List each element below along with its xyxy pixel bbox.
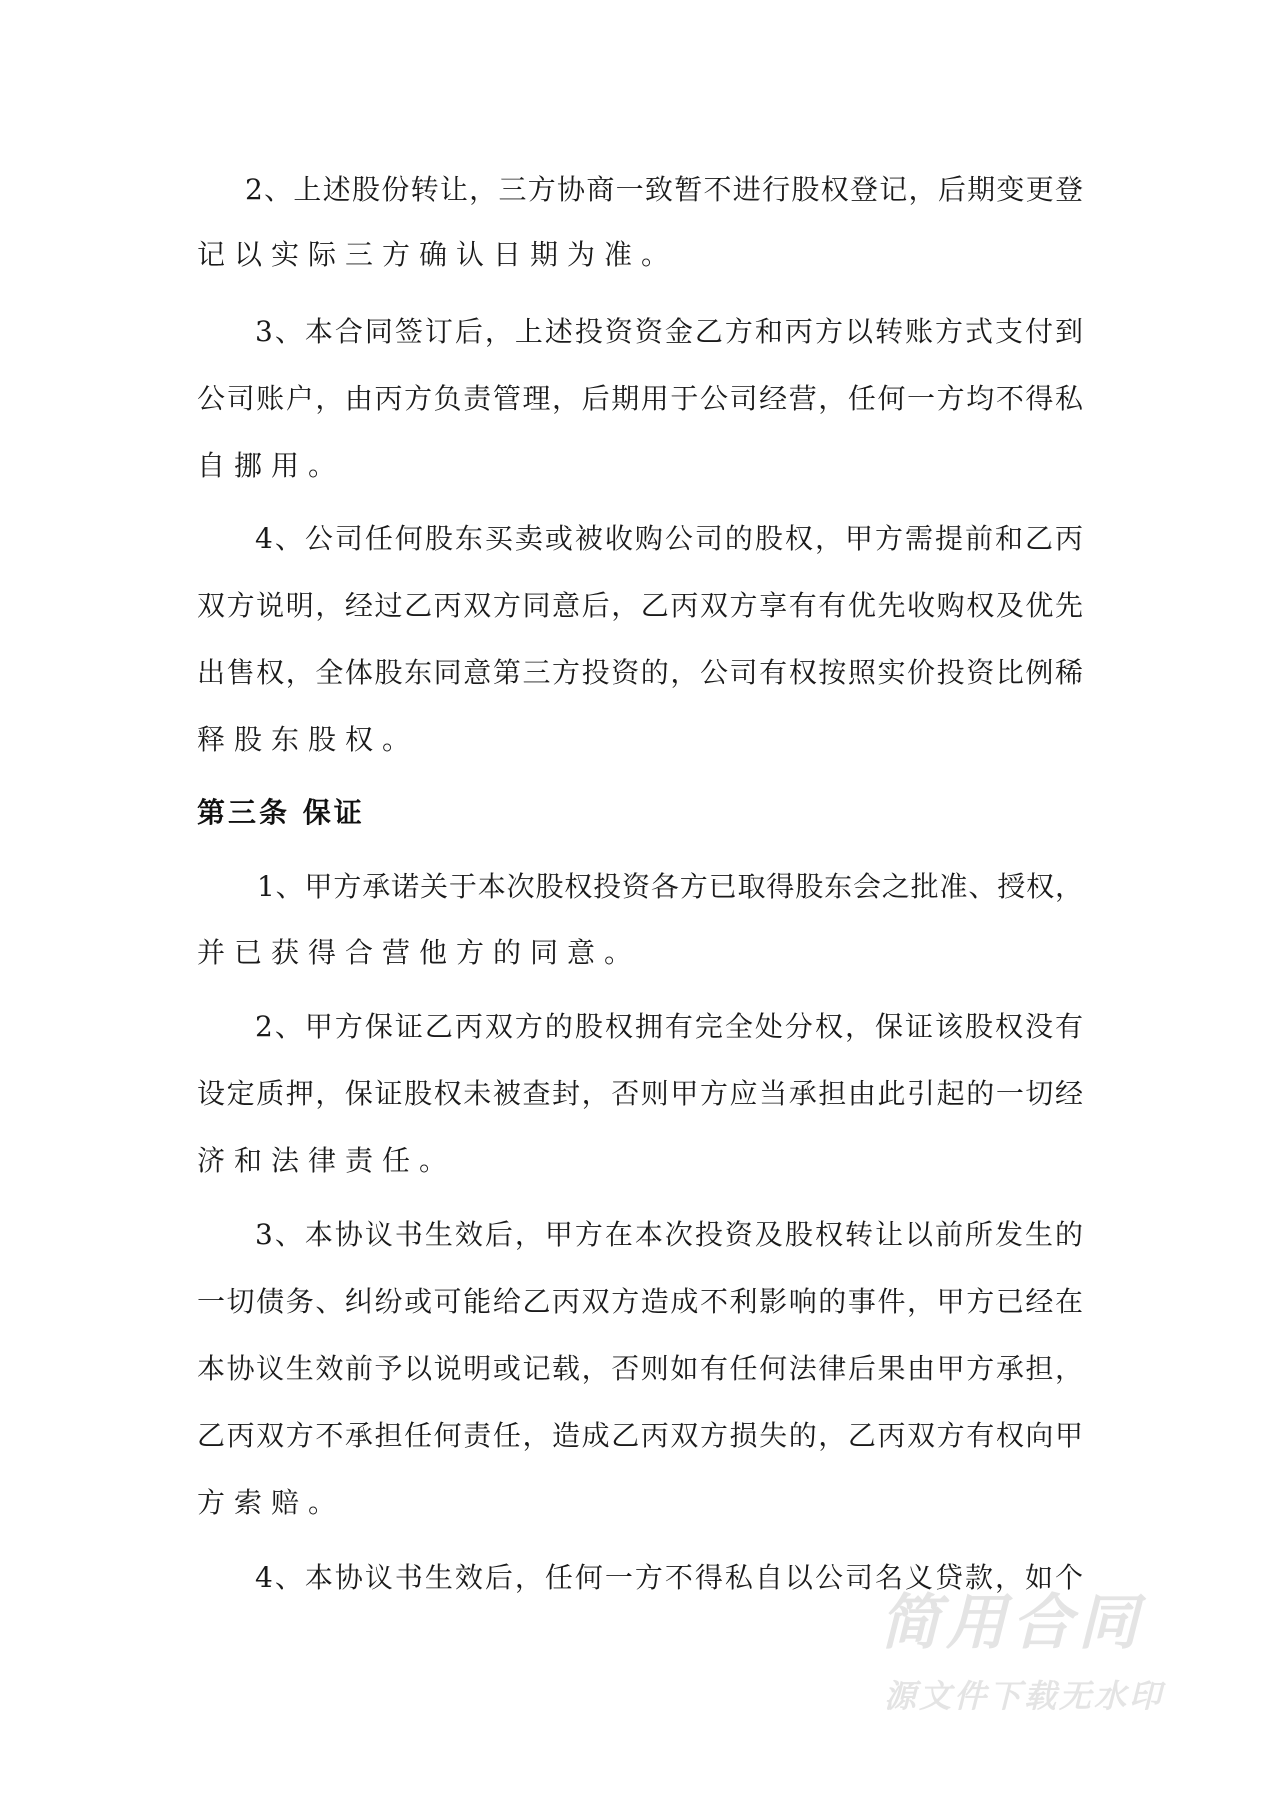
paragraph-line: 释股东股权。 <box>197 723 420 756</box>
paragraph-line: 1、甲方承诺关于本次股权投资各方已取得股东会之批准、授权， <box>257 870 1083 903</box>
paragraph-line: 2、上述股份转让，三方协商一致暂不进行股权登记，后期变更登 <box>245 173 1083 206</box>
paragraph-line: 双方说明，经过乙丙双方同意后，乙丙双方享有有优先收购权及优先 <box>197 589 1083 622</box>
paragraph-line: 济和法律责任。 <box>197 1144 457 1177</box>
paragraph-line: 记以实际三方确认日期为准。 <box>197 238 679 271</box>
paragraph-line: 3、本协议书生效后，甲方在本次投资及股权转让以前所发生的 <box>255 1218 1083 1251</box>
paragraph-line: 2、甲方保证乙丙双方的股权拥有完全处分权，保证该股权没有 <box>255 1010 1083 1043</box>
section-heading: 第三条 保证 <box>197 796 365 829</box>
paragraph-line: 自挪用。 <box>197 449 346 482</box>
paragraph-line: 乙丙双方不承担任何责任，造成乙丙双方损失的，乙丙双方有权向甲 <box>197 1419 1083 1452</box>
paragraph-line: 3、本合同签订后，上述投资资金乙方和丙方以转账方式支付到 <box>255 315 1083 348</box>
paragraph-line: 设定质押，保证股权未被查封，否则甲方应当承担由此引起的一切经 <box>197 1077 1083 1110</box>
watermark-title: 简用合同 <box>880 1588 1144 1658</box>
paragraph-line: 一切债务、纠纷或可能给乙丙双方造成不利影响的事件，甲方已经在 <box>197 1285 1083 1318</box>
paragraph-line: 公司账户，由丙方负责管理，后期用于公司经营，任何一方均不得私 <box>197 382 1083 415</box>
paragraph-line: 方索赔。 <box>197 1486 346 1519</box>
watermark-subtitle: 源文件下载无水印 <box>884 1677 1165 1715</box>
paragraph-line: 出售权，全体股东同意第三方投资的，公司有权按照实价投资比例稀 <box>197 656 1083 689</box>
paragraph-line: 4、本协议书生效后，任何一方不得私自以公司名义贷款，如个 <box>255 1561 1083 1594</box>
paragraph-line: 本协议生效前予以说明或记载，否则如有任何法律后果由甲方承担， <box>197 1352 1083 1385</box>
paragraph-line: 4、公司任何股东买卖或被收购公司的股权，甲方需提前和乙丙 <box>255 522 1083 555</box>
paragraph-line: 并已获得合营他方的同意。 <box>197 936 642 969</box>
